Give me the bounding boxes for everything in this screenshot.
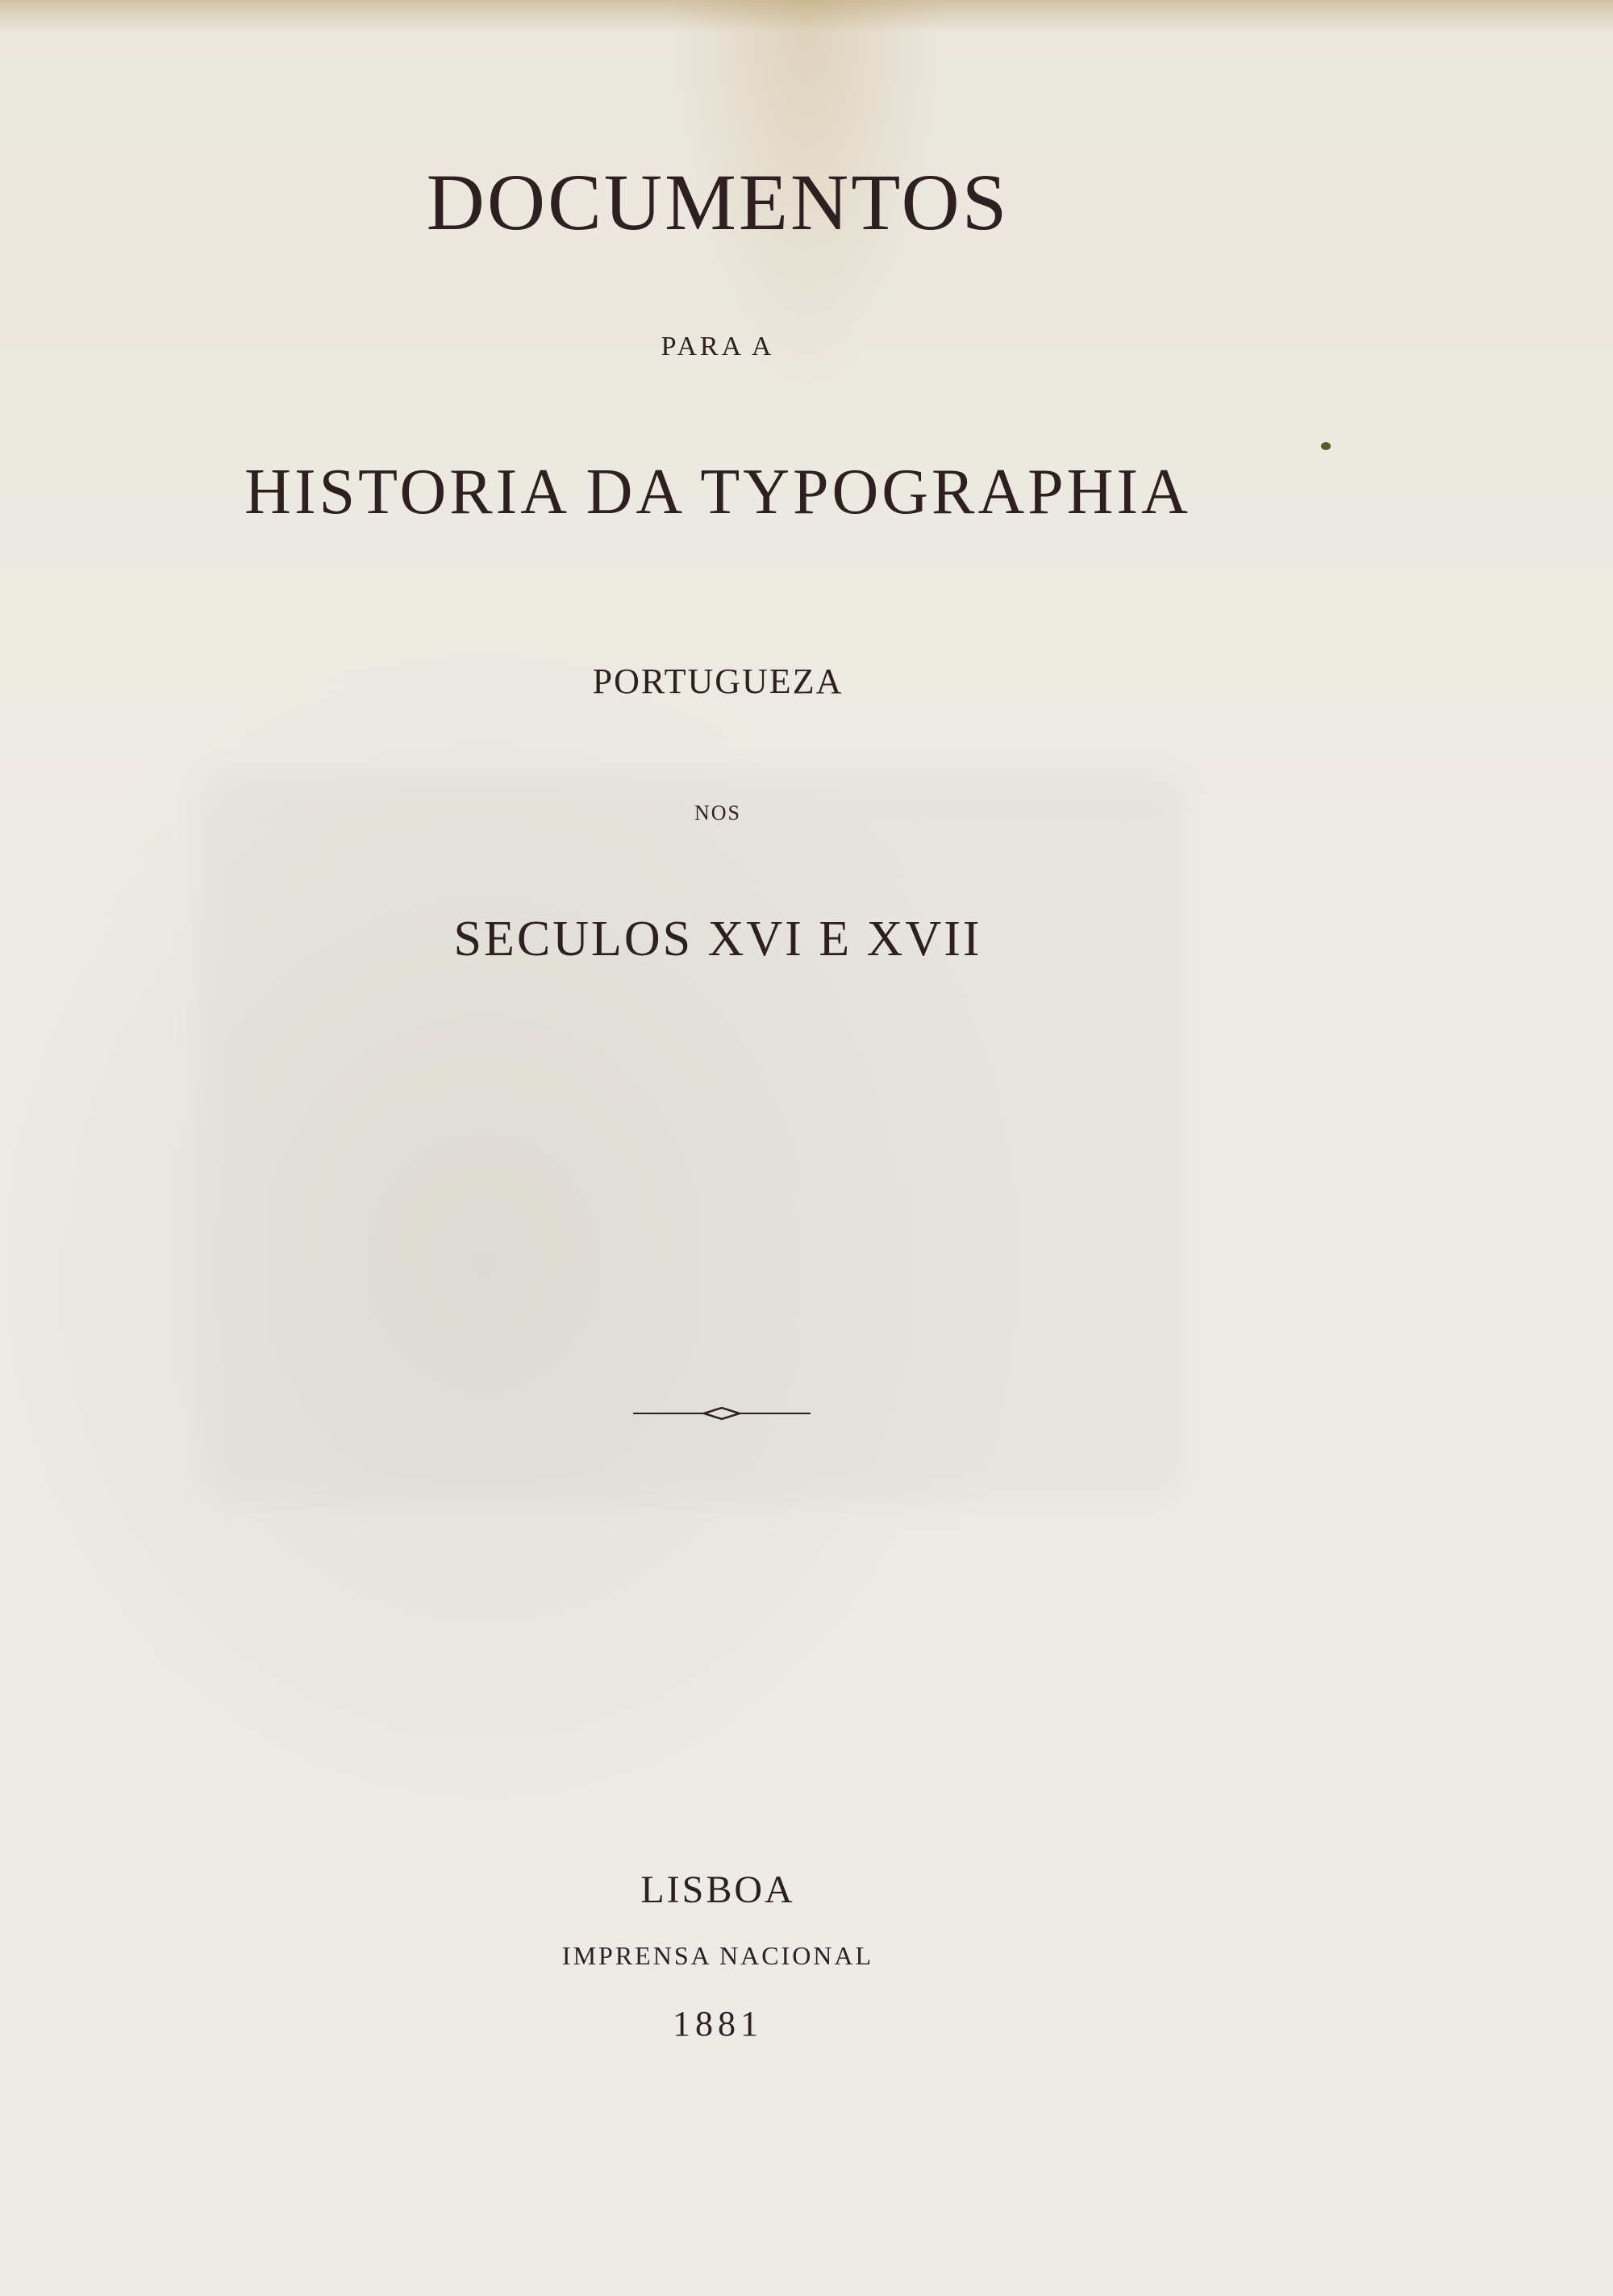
document-title: DOCUMENTOS xyxy=(426,157,1010,247)
imprint-year: 1881 xyxy=(673,2004,763,2043)
title-connector: PARA A xyxy=(661,332,775,361)
bleed-through-shadow xyxy=(202,774,1186,1501)
ornamental-rule xyxy=(633,1399,811,1428)
subject-qualifier: PORTUGUEZA xyxy=(592,662,844,701)
preposition: NOS xyxy=(694,801,741,824)
document-subject: HISTORIA DA TYPOGRAPHIA xyxy=(244,457,1191,528)
imprint-city: LISBOA xyxy=(640,1868,795,1911)
imprint-publisher: IMPRENSA NACIONAL xyxy=(561,1941,874,1970)
paper-stain xyxy=(0,0,1613,32)
period: SECULOS XVI E XVII xyxy=(453,912,982,966)
ink-speck xyxy=(1321,442,1331,450)
